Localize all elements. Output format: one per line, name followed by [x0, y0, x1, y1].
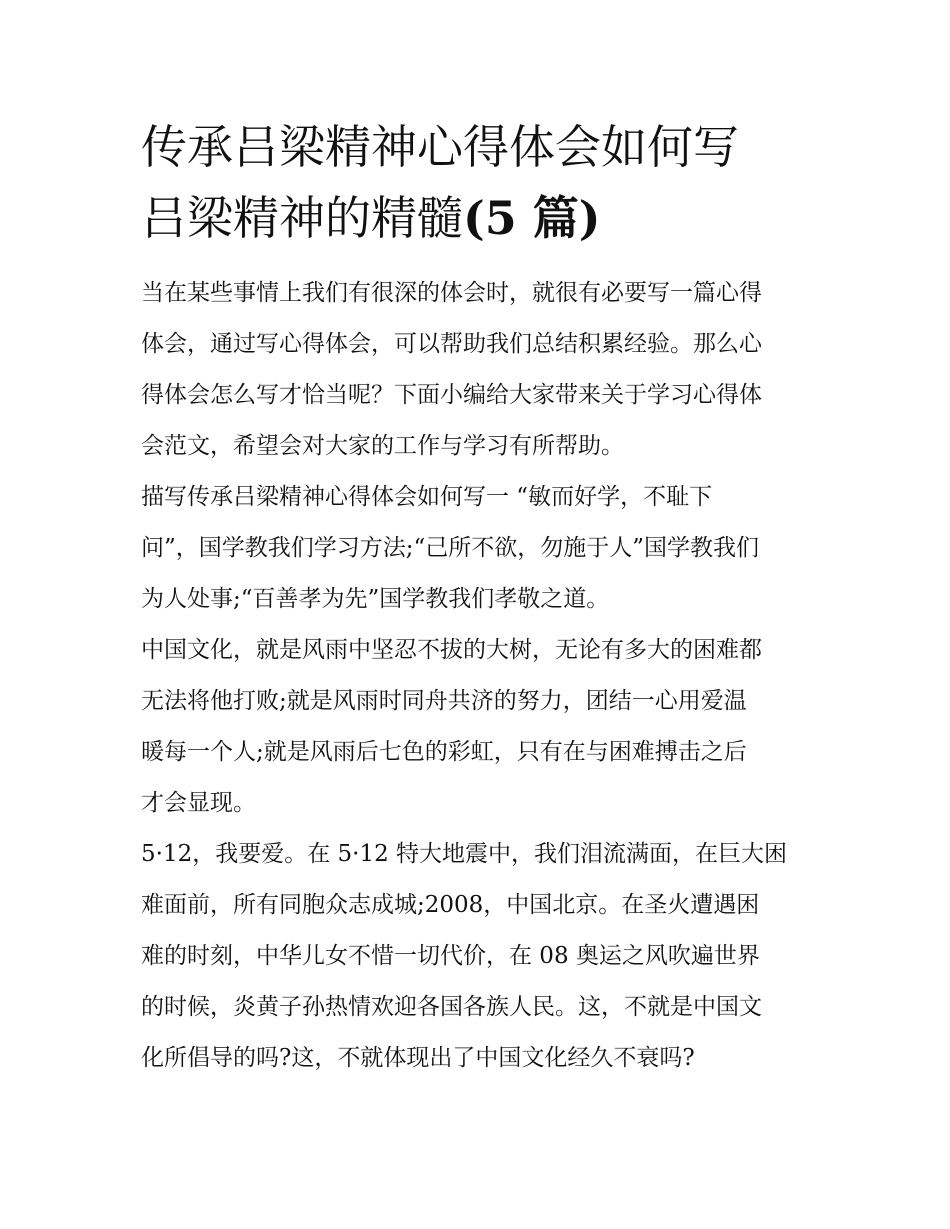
paragraph-line: 的时候，炎黄子孙热情欢迎各国各族人民。这，不就是中国文 — [141, 994, 762, 1020]
document-body — [141, 268, 813, 1084]
paragraph-line: 中国文化，就是风雨中坚忍不拔的大树，无论有多大的困难都 — [141, 637, 762, 663]
paragraph-line: 无法将他打败;就是风雨时同舟共济的努力，团结一心用爱温 — [141, 688, 747, 714]
paragraph-line: 难面前，所有同胞众志成城;2008，中国北京。在圣火遭遇困 — [141, 892, 760, 918]
paragraph — [141, 268, 813, 472]
document-page — [141, 112, 813, 1084]
paragraph — [141, 829, 813, 1084]
paragraph-line: 暖每一个人;就是风雨后七色的彩虹，只有在与困难搏击之后 — [141, 739, 747, 765]
title-line-1: 传承吕梁精神心得体会如何写 — [141, 120, 739, 174]
paragraph-line: 会范文，希望会对大家的工作与学习有所帮助。 — [141, 433, 624, 459]
paragraph-line: 难的时刻，中华儿女不惜一切代价，在 08 奥运之风吹遍世界 — [141, 943, 760, 969]
title-line-2 — [141, 183, 813, 254]
paragraph-line: 得体会怎么写才恰当呢？下面小编给大家带来关于学习心得体 — [141, 382, 762, 408]
document-title — [141, 112, 813, 254]
paragraph-line: 5·12，我要爱。在 5·12 特大地震中，我们泪流满面，在巨大困 — [141, 841, 788, 867]
paragraph-line: 才会显现。 — [141, 790, 256, 816]
paragraph — [141, 625, 813, 829]
title-line-2-main: 吕梁精神的精髓 — [141, 191, 463, 245]
paragraph-line: 描写传承吕梁精神心得体会如何写一 “敏而好学，不耻下 — [141, 484, 713, 510]
paragraph-line: 化所倡导的吗?这，不就体现出了中国文化经久不衰吗? — [141, 1045, 695, 1071]
paragraph-line: 体会，通过写心得体会，可以帮助我们总结积累经验。那么心 — [141, 331, 762, 357]
title-line-2-paren: (5 篇) — [463, 191, 601, 245]
paragraph-line: 当在某些事情上我们有很深的体会时，就很有必要写一篇心得 — [141, 280, 762, 306]
paragraph — [141, 472, 813, 625]
paragraph-line: 为人处事;“百善孝为先”国学教我们孝敬之道。 — [141, 586, 610, 612]
title-spacer — [141, 254, 813, 268]
paragraph-line: 问”，国学教我们学习方法;“己所不欲，勿施于人”国学教我们 — [141, 535, 760, 561]
